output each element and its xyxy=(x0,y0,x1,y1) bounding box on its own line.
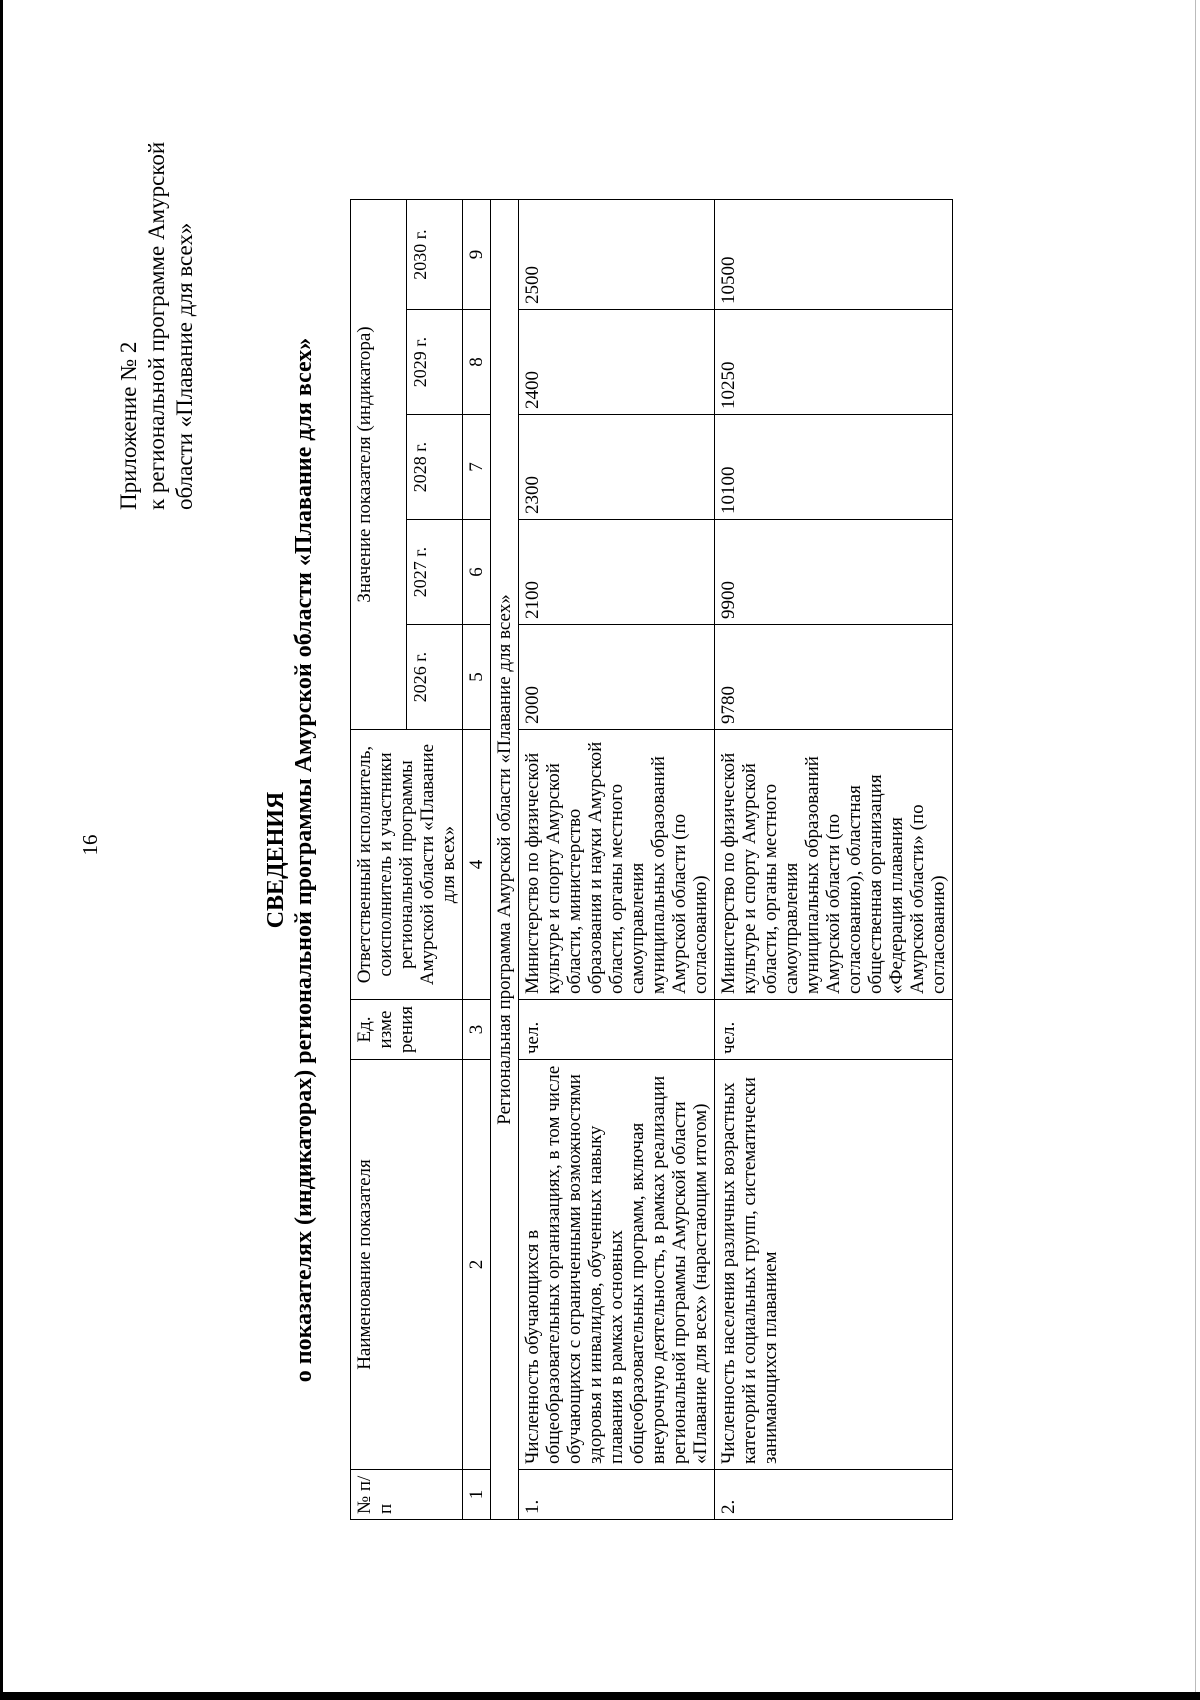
unit-cell: чел. xyxy=(715,1000,953,1060)
column-number: 7 xyxy=(463,415,491,520)
indicators-table xyxy=(350,199,953,1520)
value-cell: 9900 xyxy=(715,520,953,625)
table-row xyxy=(519,200,715,1520)
header-year: 2026 г. xyxy=(407,625,463,730)
indicator-name: Численность населения различных возрастных категорий и социальных групп, систематически занимающихся плаванием xyxy=(715,1060,953,1470)
header-year: 2028 г. xyxy=(407,415,463,520)
header-year: 2027 г. xyxy=(407,520,463,625)
appendix-line-1: Приложение № 2 xyxy=(116,341,141,510)
header-unit: Ед. изме рения xyxy=(351,1000,463,1060)
value-cell: 2300 xyxy=(519,415,715,520)
column-number: 5 xyxy=(463,625,491,730)
header-year: 2030 г. xyxy=(407,200,463,310)
header-num: № п/п xyxy=(351,1470,463,1520)
column-number: 6 xyxy=(463,520,491,625)
column-number: 3 xyxy=(463,1000,491,1060)
column-number: 4 xyxy=(463,730,491,1000)
header-executor: Ответственный исполнитель, соисполнитель и участники региональной программы Амурской области «Плавание для всех» xyxy=(351,730,463,1000)
column-number-row xyxy=(463,200,491,1520)
value-cell: 9780 xyxy=(715,625,953,730)
appendix-line-3: области «Плавание для всех» xyxy=(172,222,197,510)
value-cell: 2100 xyxy=(519,520,715,625)
value-cell: 10250 xyxy=(715,310,953,415)
appendix-header xyxy=(115,142,199,510)
column-number: 1 xyxy=(463,1470,491,1520)
value-cell: 2000 xyxy=(519,625,715,730)
section-row xyxy=(491,200,519,1520)
column-number: 9 xyxy=(463,200,491,310)
executor-cell: Министерство по физической культуре и спорту Амурской области, органы местного самоуправления муниципальных образований Амурской области (по согласованию), областная общественная организация «Федерация плавания Амурской области» (по согласованию) xyxy=(715,730,953,1000)
value-cell: 2500 xyxy=(519,200,715,310)
appendix-line-2: к региональной программе Амурской xyxy=(144,141,169,510)
section-title: Региональная программа Амурской области «Плавание для всех» xyxy=(491,200,519,1520)
title-line-1: СВЕДЕНИЯ xyxy=(263,791,289,929)
header-value-group: Значение показателя (индикатора) xyxy=(351,200,407,730)
title-line-2: о показателях (индикаторах) региональной программы Амурской области «Плавание для всех» xyxy=(291,337,317,1383)
unit-cell: чел. xyxy=(519,1000,715,1060)
value-cell: 10500 xyxy=(715,200,953,310)
value-cell: 2400 xyxy=(519,310,715,415)
column-number: 8 xyxy=(463,310,491,415)
indicator-name: Численность обучающихся в общеобразовательных организациях, в том числе обучающихся с ограниченными возможностями здоровья и инвалидов, обученных навыку плавания в рамках основных общеобразовательных программ, включая внеурочную деятельность, в рамках реализации региональной программы Амурской области «Плавание для всех» (нарастающим итогом) xyxy=(519,1060,715,1470)
value-cell: 10100 xyxy=(715,415,953,520)
header-year: 2029 г. xyxy=(407,310,463,415)
executor-cell: Министерство по физической культуре и спорту Амурской области, министерство образования и науки Амурской области, органы местного самоуправления муниципальных образований Амурской области (по согласованию) xyxy=(519,730,715,1000)
page-number: 16 xyxy=(78,834,102,856)
row-number: 2. xyxy=(715,1470,953,1520)
column-number: 2 xyxy=(463,1060,491,1470)
row-number: 1. xyxy=(519,1470,715,1520)
document-title xyxy=(262,180,318,1540)
header-name: Наименование показателя xyxy=(351,1060,463,1470)
table-row xyxy=(715,200,953,1520)
